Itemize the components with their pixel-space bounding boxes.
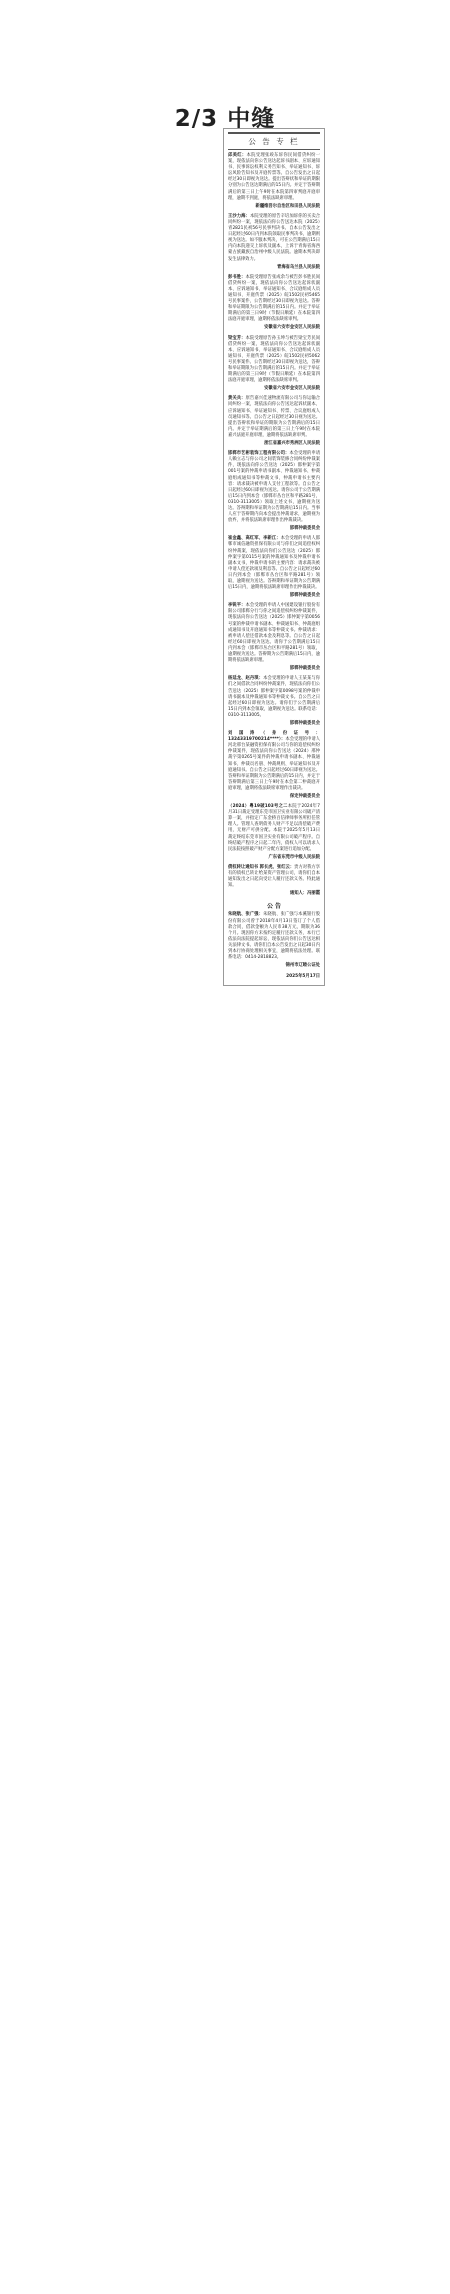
notice-signature: 浙江省嘉兴市秀洲区人民法院 xyxy=(264,441,320,447)
notice-body: 本会受理的申请人中国建设银行股份有限公司邯郸分行与你之间追偿权纠纷仲裁案件，现依法向你公告送达（2025）邯仲案字第0056号案的仲裁申请书副本、仲裁通知书、仲裁庭组成通知书及开庭通知书等仲裁文书。仲裁请求：被申请人偿还借款本金及利息等。自公告之日起经过60日即视为送达。请你于公告期满后15日内到本会（邯郸市丛台区和平路281号）领取，逾期视为送达。答辩期为公告期满后15日内，逾期将依法缺席审理。 xyxy=(228,603,321,664)
notice-signature: 邯郸仲裁委员会 xyxy=(289,593,320,599)
notice-body: 贵方对我方享有的债权已转让给某资产管理公司，请你们自本通知发出之日起向受让人履行还款义务。特此通知。 xyxy=(228,864,321,889)
notice-lead: 崔金鑫、高红军、李新江： xyxy=(228,536,281,542)
notice-signature: 青海省乌兰县人民法院 xyxy=(277,264,320,270)
notice-body: 本会受理的申请人赖立志与你公司之间装饰装修合同纠纷仲裁案件，现依法向你公告送达（2025）邯仲案字第001号案的仲裁申请书副本、仲裁通知书、仲裁庭组成通知书等仲裁文书，仲裁申请书主要内容：请求裁决被申请人支付工程款等。自公告之日起经过60日即视为送达。请你公司于公告期满后15日内到本会（邯郸市丛台区和平路281号，0310-3113005）领取上述文书，逾期视为送达。答辩期和举证期为公告期满后15日内。当事人应于答辩期内向本会提出仲裁请求，逾期视为放弃，并将依法缺席审理作出仲裁裁决。 xyxy=(228,451,321,524)
final-notice-lead: 朱晓航、张广强： xyxy=(228,912,264,918)
notice-body: 本院受理原告张成余与被告彭书胜民间借贷纠纷一案，现依法向你公告送达起诉状副本、应诉通知书、举证通知书、合议庭组成人员通知书、开庭传票（2025）皖1502民初5465号民事案件，公告期经过30日即视为送达。答辩和举证期限为公告期满后的15日内。并定于举证期满后的第三日9时（节假日顺延）在本院第四法庭开庭审理，逾期将依法缺席审判。 xyxy=(228,274,321,323)
notice-body: 本院受理张竣东诉你民间借贷纠纷一案，现依法向你公告送达起诉书副本、应诉通知书、民事诉讼权利义务告知书、举证通知书、诉讼风险告知书及开庭传票等。自公告发出之日起经过30日即视为送达。提出答辩状和举证的期限分别为公告送达期满后的15日内。并定于答辩期满后的第三日上午9时在本院第四审判庭开庭审理，逾期不到庭，将依法缺席审理。 xyxy=(228,153,321,201)
page-title: 2/3 中缝 xyxy=(174,106,276,132)
notice-item xyxy=(228,275,320,324)
notice-signature: 通知人：冯丽霞 xyxy=(289,891,320,897)
notice-signature: 邯郸仲裁委员会 xyxy=(289,526,320,532)
notice-item xyxy=(228,214,320,263)
notice-lead: 梁宝芳： xyxy=(228,335,246,341)
notice-signature: 广东省东莞市中级人民法院 xyxy=(268,854,320,860)
notice-lead: 杨延龙、赵丹琪： xyxy=(228,676,264,682)
notice-item xyxy=(228,865,320,889)
final-notice-body xyxy=(228,912,320,961)
notice-body: 本院受理原告孙玉坤与被告梁宝芳民间借贷纠纷一案，现依法向你公告送达起诉状副本、应诉通知书、举证通知书、合议庭组成人员通知书、开庭传票（2025）皖1502民初5062号民事案件。公告期经过30日即视为送达，答辩和举证期限为公告期满后的15日内。并定于举证期满后的第三日9时（节假日顺延）在本院第四法庭开庭审理，逾期将依法缺席审判。 xyxy=(228,335,321,384)
notice-body: 本会受理的申请人河北邢台某融资担保有限公司与你的追偿权纠纷仲裁案件，现依法向你公告送达（2024）邢仲裁字第0265号案件的仲裁申请书副本、仲裁通知书、仲裁员名册、仲裁规则、举证通知书及开庭通知书。自公告之日起经过60日即视为送达。答辩和举证期限为公告期满后的15日内，并定于答辩期满后第三日上午9时在本会第二仲裁庭开庭审理，逾期将依法缺席审理作出裁决。 xyxy=(228,737,320,791)
final-notice-text: 朱晓航、张广强与本溪银行股份有限公司曾于2018年4月13日签订了个人借款合同，借款金额为人民币38万元，期限为36个月。现因你方未按约定履行还款义务，本行已依法向法院提起诉讼，现依法向你们公告送达相关法律文书。请你们自本公告发出之日起30日内到本行协商处理相关事宜，逾期将依法处理。联系电话：0414-2818823。 xyxy=(228,912,321,961)
notice-body: 本院受理的原告辛培加诉你的买卖合同纠纷一案，现依法向你公告送达本院（2025）青2821民初56号民事判决书。自本公告发出之日起经过60日内到本院领取民事判决书，逾期则视为送达。如不服本判决，可在公告期满后15日内向本院递交上诉状及副本，上诉于青海省海西蒙古族藏族自治州中级人民法院。逾期本判决即发生法律效力。 xyxy=(228,213,321,262)
final-notice-signature: 锦州市辽睦公证处 xyxy=(285,963,320,969)
notice-item xyxy=(228,603,320,664)
notice-list xyxy=(228,153,320,897)
column-title: 公 告 专 栏 xyxy=(228,132,320,150)
notice-signature: 安徽省六安市金安区人民法院 xyxy=(264,386,320,392)
notice-signature: 保定仲裁委员会 xyxy=(289,794,320,799)
notice-item xyxy=(228,731,320,792)
notice-body: 原告嘉兴佳速物流有限公司与你运输合同纠纷一案，现依法向你公告送达起诉状副本、应诉通知书、举证通知书、传票、合议庭组成人员通知书等。自公告之日起经过30日视为送达。提出答辩状和举证的期限为公告期满后的15日内。并定于举证期满后的第三日上午9时在本院嘉兴法庭开庭审理，逾期将依法缺席审判。 xyxy=(228,396,321,438)
notice-body: 本会受理的申请人邯郸市诚信融资担保有限公司与你们之间追偿权纠纷仲裁案，现依法向你们公告送达（2025）邯仲案字第0115号案的仲裁通知书及仲裁申请书副本文书，仲裁申请书的主要内容：请求裁决被申请人偿还款项及利息等。自公告之日起经过60日内到本会（邯郸市丛台区和平路281号）领取，逾期视为送达。答辩期和举证期为公告期满后15日内，逾期将依法缺席审理作出仲裁裁决。 xyxy=(228,536,321,591)
notice-item xyxy=(228,676,320,719)
notice-lead: 黄关兵： xyxy=(228,396,246,402)
announcement-column xyxy=(223,128,325,986)
notice-lead: 李锐平： xyxy=(228,603,246,609)
notice-item xyxy=(228,336,320,385)
notice-signature: 邯郸仲裁委员会 xyxy=(289,666,320,672)
notice-lead: 刘国涛（身份证号：13243319700214****）： xyxy=(228,731,320,743)
notice-item xyxy=(228,396,320,439)
notice-signature: 邯郸仲裁委员会 xyxy=(289,720,320,726)
notice-lead: 王沙力海： xyxy=(228,213,250,219)
notice-body: 本会受理的申请人王某某与你们之间借款合同纠纷仲裁案件，现依法向你们公告送达（2025）邯仲案字第0098号案的仲裁申请书副本及仲裁通知书等仲裁文书。自公告之日起经过60日即视为送达。请你们于公告期满后15日内到本会领取，逾期视为送达。联系电话：0310-3113005。 xyxy=(228,676,321,718)
notice-lead: 邱美红： xyxy=(228,153,247,158)
notice-item xyxy=(228,153,320,202)
notice-body: 本院于2024年7月31日裁定受理东莞市国卫实业有限公司破产清算一案，并指定广东金桥百信律师事务所担任管理人。管理人查明债务人财产不足以清偿破产费用，无财产可供分配。本院于2025年5月13日裁定终结东莞市国卫实业有限公司破产程序。自终结破产程序之日起二年内，债权人可以请求人民法院按照破产财产分配方案进行追加分配。 xyxy=(228,804,320,852)
notice-lead: 债权转让通知书 郭长虎、张红云： xyxy=(228,864,295,870)
notice-item xyxy=(228,536,320,591)
notice-signature: 安徽省六安市金安区人民法院 xyxy=(264,325,320,331)
notice-lead: 彭书胜： xyxy=(228,274,246,280)
final-notice-date: 2025年5月17日 xyxy=(286,974,320,980)
notice-item xyxy=(228,451,320,524)
notice-lead: （2024）粤19破103号之二 xyxy=(228,804,288,810)
notice-item xyxy=(228,804,320,853)
final-notice-title: 公 告 xyxy=(266,903,282,911)
notice-lead: 邯郸市艺彬装饰工程有限公司： xyxy=(228,451,290,457)
notice-signature: 新疆维吾尔自治区和田县人民法院 xyxy=(255,203,320,209)
